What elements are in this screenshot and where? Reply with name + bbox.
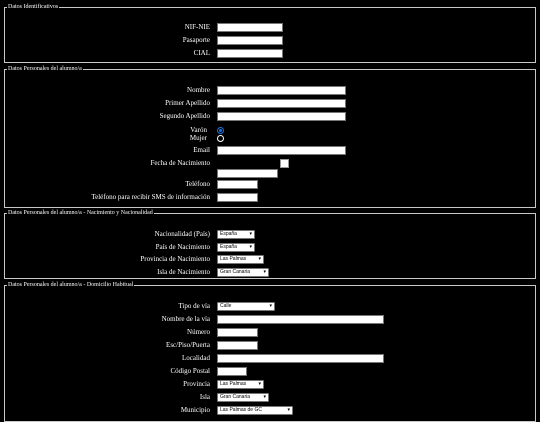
nombre-label: Nombre: [187, 86, 210, 94]
row-nif: [5, 23, 535, 32]
cp-input[interactable]: [217, 367, 247, 376]
varon-radio[interactable]: [217, 127, 224, 134]
primer-apellido-label: Primer Apellido: [165, 99, 210, 107]
row-numero: [5, 328, 535, 337]
nif-label: NIF-NIE: [184, 23, 210, 31]
row-nombre-via: [5, 315, 535, 324]
fieldset-personales: [4, 66, 536, 208]
fecha-label: Fecha de Nacimiento: [150, 159, 210, 167]
nacionalidad-label: Nacionalidad (País): [154, 230, 210, 238]
telefono-sms-input[interactable]: [217, 193, 258, 202]
email-input[interactable]: [217, 146, 346, 155]
provincia-dom-label: Provincia: [183, 380, 210, 388]
row-nombre: [5, 86, 535, 95]
esc-input[interactable]: [217, 341, 258, 350]
mujer-label: Mujer: [189, 134, 207, 142]
telefono-label: Teléfono: [185, 180, 210, 188]
numero-label: Número: [187, 328, 210, 336]
row-tipo-via: [5, 302, 535, 311]
row-mujer: [5, 134, 535, 142]
row-email: [5, 146, 535, 155]
nacionalidad-select[interactable]: [217, 230, 255, 239]
telefono-input[interactable]: [217, 180, 258, 189]
pais-value: España: [220, 244, 237, 250]
varon-label: Varón: [190, 126, 207, 134]
municipio-label: Municipio: [180, 406, 210, 414]
cial-input[interactable]: [217, 49, 283, 58]
provincia-dom-value: Las Palmas: [220, 381, 247, 387]
isla-nac-value: Gran Canaria: [220, 269, 251, 275]
row-provincia-nac: [5, 255, 535, 264]
legend-domicilio: Datos Personales del alumno/a - Domicilio Habitual: [8, 282, 134, 288]
localidad-input[interactable]: [217, 354, 384, 363]
chevron-down-icon: ▾: [263, 394, 266, 400]
row-pais: [5, 243, 535, 252]
isla-nac-select[interactable]: [217, 268, 269, 277]
pasaporte-input[interactable]: [217, 36, 283, 45]
pais-label: País de Nacimiento: [155, 243, 210, 251]
row-isla-dom: [5, 393, 535, 402]
esc-label: Esc/Piso/Puerta: [166, 341, 210, 349]
tipo-via-value: Calle: [220, 303, 232, 309]
email-label: Email: [193, 146, 210, 154]
segundo-apellido-input[interactable]: [217, 112, 346, 121]
row-localidad: [5, 354, 535, 363]
nombre-via-input[interactable]: [217, 315, 384, 324]
segundo-apellido-label: Segundo Apellido: [159, 112, 210, 120]
chevron-down-icon: ▾: [258, 381, 261, 387]
nacionalidad-value: España: [220, 231, 237, 237]
fecha-input[interactable]: [217, 169, 278, 178]
provincia-nac-label: Provincia de Nacimiento: [140, 255, 210, 263]
nombre-input[interactable]: [217, 86, 346, 95]
legend-identificativos: Datos Identificativos: [8, 4, 59, 10]
primer-apellido-input[interactable]: [217, 99, 346, 108]
chevron-down-icon: ▾: [249, 244, 252, 250]
chevron-down-icon: ▾: [249, 231, 252, 237]
chevron-down-icon: ▾: [258, 256, 261, 262]
isla-dom-select[interactable]: [217, 393, 269, 402]
row-pasaporte: [5, 36, 535, 45]
nombre-via-label: Nombre de la vía: [161, 315, 210, 323]
nif-input[interactable]: [217, 23, 283, 32]
row-telefono: [5, 180, 535, 189]
telefono-sms-label: Teléfono para recibir SMS de información: [91, 193, 210, 201]
calendar-icon[interactable]: [280, 159, 289, 168]
chevron-down-icon: ▾: [263, 269, 266, 275]
localidad-label: Localidad: [182, 354, 210, 362]
row-segundo-apellido: [5, 112, 535, 121]
cial-label: CIAL: [193, 49, 210, 57]
tipo-via-select[interactable]: [217, 302, 275, 311]
row-isla-nac: [5, 268, 535, 277]
legend-personales: Datos Personales del alumno/a: [8, 66, 82, 72]
mujer-radio[interactable]: [217, 135, 224, 142]
tipo-via-label: Tipo de vía: [178, 302, 210, 310]
pasaporte-label: Pasaporte: [182, 36, 210, 44]
row-telefono-sms: [5, 193, 535, 202]
isla-dom-label: Isla: [199, 393, 210, 401]
cp-label: Código Postal: [170, 367, 210, 375]
provincia-nac-select[interactable]: [217, 255, 264, 264]
legend-nacimiento: Datos Personales del alumno/a - Nacimiento y Nacionalidad: [8, 210, 153, 216]
isla-nac-label: Isla de Nacimiento: [157, 268, 210, 276]
pais-select[interactable]: [217, 243, 255, 252]
chevron-down-icon: ▾: [269, 303, 272, 309]
provincia-nac-value: Las Palmas: [220, 256, 247, 262]
row-fecha: [5, 159, 535, 179]
row-nacionalidad: [5, 230, 535, 239]
chevron-down-icon: ▾: [287, 407, 290, 413]
row-varon: [5, 126, 535, 134]
row-cial: [5, 49, 535, 58]
municipio-value: Las Palmas de GC: [220, 407, 262, 413]
row-provincia-dom: [5, 380, 535, 389]
isla-dom-value: Gran Canaria: [220, 394, 251, 400]
row-municipio: [5, 406, 535, 415]
fieldset-nacimiento: [4, 210, 536, 279]
row-cp: [5, 367, 535, 376]
municipio-select[interactable]: [217, 406, 293, 415]
row-primer-apellido: [5, 99, 535, 108]
row-esc: [5, 341, 535, 350]
fieldset-identificativos: [4, 4, 536, 63]
numero-input[interactable]: [217, 328, 258, 337]
provincia-dom-select[interactable]: [217, 380, 264, 389]
fieldset-domicilio: [4, 282, 536, 422]
